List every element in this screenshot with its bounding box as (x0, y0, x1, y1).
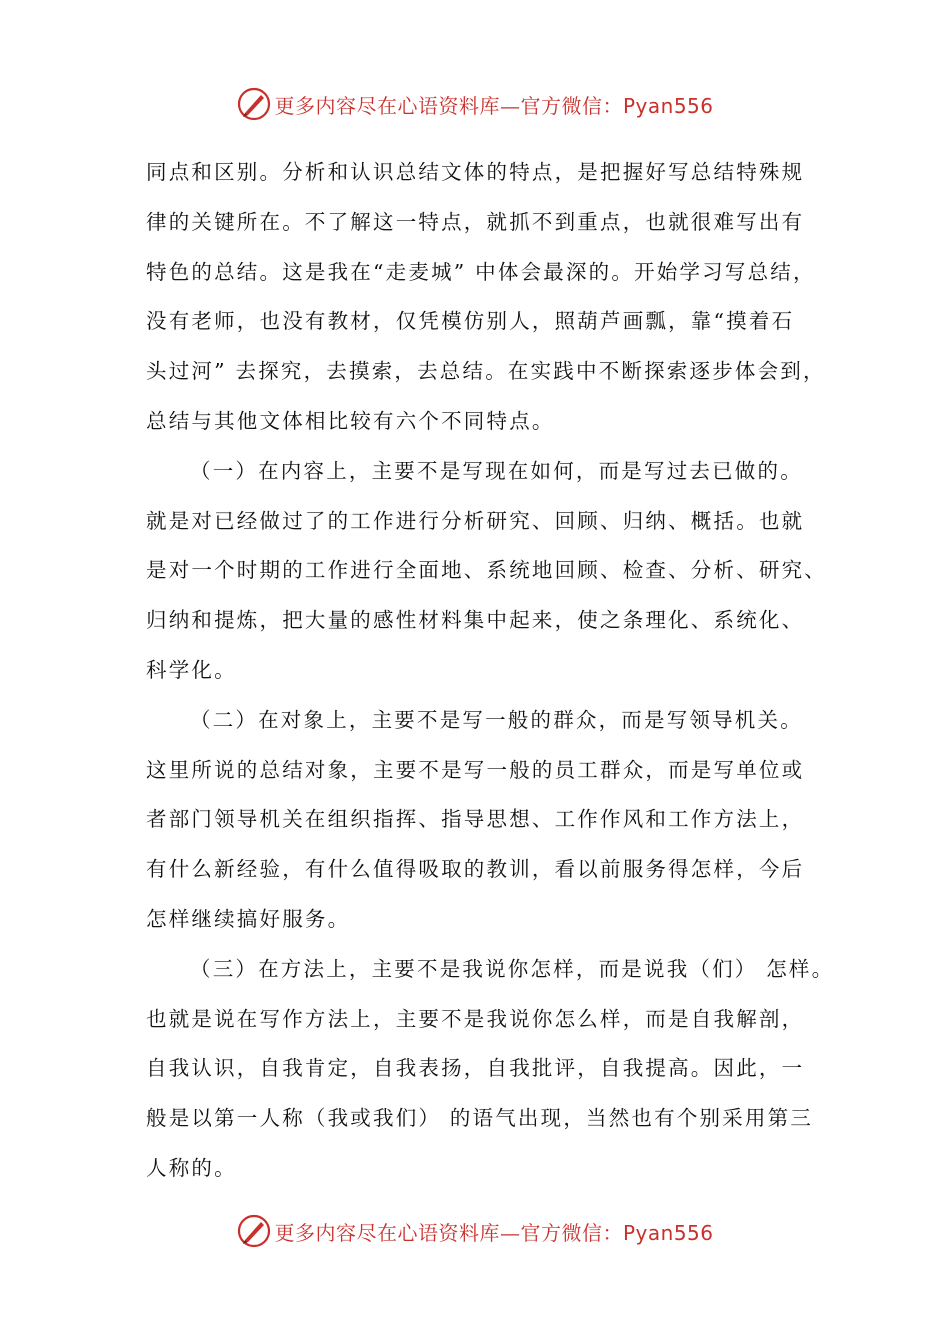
text-line: 者部门领导机关在组织指挥、指导思想、工作作风和工作方法上， (146, 807, 805, 832)
text-line: （二）在对象上，主要不是写一般的群众，而是写领导机关。 (190, 707, 803, 732)
text-line: 归纳和提炼，把大量的感性材料集中起来，使之条理化、系统化、 (146, 608, 805, 633)
text-line: 科学化。 (146, 657, 237, 682)
document-body (146, 148, 835, 1194)
text-line: 也就是说在写作方法上，主要不是我说你怎么样，而是自我解剖， (146, 1006, 805, 1031)
text-line: 般是以第一人称（我或我们） 的语气出现，当然也有个别采用第三 (146, 1106, 814, 1131)
text-line: 是对一个时期的工作进行全面地、系统地回顾、检查、分析、研究、 (146, 558, 827, 583)
text-line: 律的关键所在。不了解这一特点，就抓不到重点，也就很难写出有 (146, 209, 805, 234)
footer-banner (0, 1211, 950, 1251)
text-line: 没有老师，也没有教材，仅凭模仿别人，照葫芦画瓢，靠“摸着石 (146, 309, 795, 334)
text-line: 人称的。 (146, 1155, 237, 1180)
pen-logo-icon (236, 1213, 272, 1249)
header-banner (0, 84, 950, 124)
wechat-id: Pyan556 (622, 93, 714, 118)
text-line: （三）在方法上，主要不是我说你怎样，而是说我（们） 怎样。 (190, 956, 835, 981)
text-line: 头过河” 去探究，去摸索，去总结。在实践中不断探索逐步体会到， (146, 359, 826, 384)
text-line: 怎样继续搞好服务。 (146, 906, 351, 931)
text-line: （一）在内容上，主要不是写现在如何，而是写过去已做的。 (190, 458, 803, 483)
text-line: 这里所说的总结对象，主要不是写一般的员工群众，而是写单位或 (146, 757, 805, 782)
text-line: 就是对已经做过了的工作进行分析研究、回顾、归纳、概括。也就 (146, 508, 805, 533)
pen-logo-icon (236, 86, 272, 122)
text-line: 特色的总结。这是我在“走麦城” 中体会最深的。开始学习写总结， (146, 259, 816, 284)
text-line: 自我认识，自我肯定，自我表扬，自我批评，自我提高。因此，一 (146, 1056, 805, 1081)
text-line: 同点和区别。分析和认识总结文体的特点，是把握好写总结特殊规 (146, 160, 805, 184)
wechat-id: Pyan556 (622, 1220, 714, 1245)
text-line: 有什么新经验，有什么值得吸取的教训，看以前服务得怎样，今后 (146, 857, 805, 882)
banner-text: 更多内容尽在心语资料库—官方微信：Pyan556 (274, 1220, 714, 1245)
text-line: 总结与其他文体相比较有六个不同特点。 (146, 408, 555, 433)
banner-text: 更多内容尽在心语资料库—官方微信：Pyan556 (274, 93, 714, 118)
